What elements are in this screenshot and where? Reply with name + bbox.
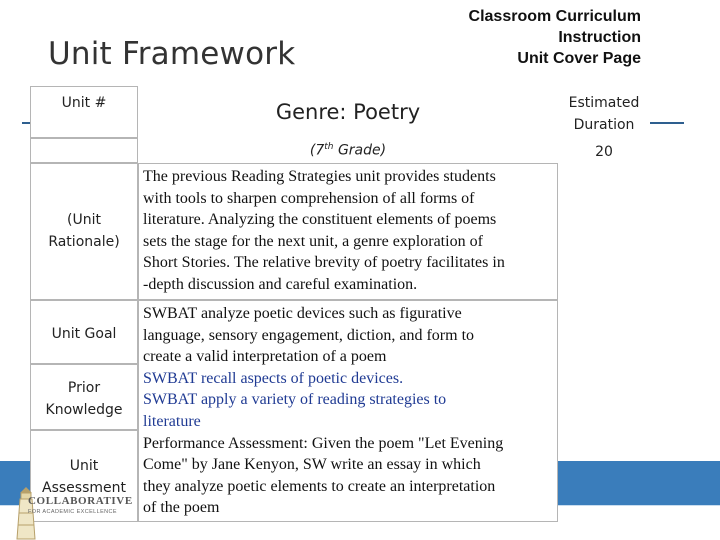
grade-suffix: th [324, 142, 334, 152]
header-line-3: Unit Cover Page [517, 50, 641, 67]
unit-number-label: Unit # [61, 95, 107, 111]
assessment-line: of the poem [143, 499, 220, 517]
header-line-1: Classroom Curriculum [468, 8, 641, 25]
grade-rest: Grade) [333, 142, 387, 159]
rationale-line: The previous Reading Strategies unit provides students [143, 168, 496, 185]
assessment-line: they analyze poetic elements to create an interpretation [143, 477, 496, 495]
rationale-line: -depth discussion and careful examination. [143, 275, 418, 293]
assessment-line: Performance Assessment: Given the poem "Let Evening [143, 434, 504, 452]
goal-line: SWBAT analyze poetic devices such as figurative [143, 305, 462, 322]
logo-line-2: FOR ACADEMIC EXCELLENCE [28, 509, 117, 515]
assessment-label-line-2: Assessment [42, 480, 126, 496]
logo-line-1: COLLABORATIVE [28, 495, 133, 507]
duration-label-line-2: Duration [573, 117, 635, 133]
rationale-label [30, 209, 138, 253]
prior-label [30, 377, 138, 421]
rationale-text [143, 166, 557, 296]
grade-prefix: (7 [309, 142, 325, 159]
prior-line: SWBAT apply a variety of reading strategies to [143, 391, 447, 409]
rationale-line: sets the stage for the next unit, a genre exploration of [143, 232, 483, 250]
blue-band-right [556, 461, 720, 505]
prior-line: literature [143, 412, 201, 430]
rationale-line: Short Stories. The relative brevity of poetry facilitates in [143, 254, 505, 272]
genre-title: Genre: Poetry [275, 100, 421, 124]
assessment-label-line-1: Unit [69, 458, 99, 474]
grade-label [138, 142, 558, 159]
duration-label [558, 92, 650, 136]
goal-label: Unit Goal [51, 326, 117, 342]
header-line-2: Instruction [558, 29, 641, 46]
prior-label-line-1: Prior [67, 380, 101, 396]
prior-label-line-2: Knowledge [45, 402, 123, 418]
goal-text [143, 303, 557, 368]
prior-text [143, 368, 557, 433]
page-title: Unit Framework [48, 36, 296, 72]
rule-right [648, 122, 684, 124]
prior-line: SWBAT recall aspects of poetic devices. [143, 369, 404, 387]
assessment-line: Come" by Jane Kenyon, SW write an essay in which [143, 456, 481, 474]
header-right-title [469, 6, 641, 69]
goal-line: language, sensory engagement, diction, and form to [143, 326, 475, 344]
duration-value: 20 [595, 144, 613, 160]
duration-label-line-1: Estimated [568, 95, 640, 111]
rationale-line: literature. Analyzing the constituent elements of poems [143, 211, 497, 229]
collaborative-logo [6, 483, 156, 540]
rationale-label-line-2: Rationale) [48, 234, 120, 250]
assessment-text [143, 433, 557, 519]
goal-line: create a valid interpretation of a poem [143, 348, 387, 366]
rationale-line: with tools to sharpen comprehension of all forms of [143, 189, 475, 207]
grade-left-cell [30, 138, 138, 163]
rationale-label-line-1: (Unit [67, 212, 101, 228]
